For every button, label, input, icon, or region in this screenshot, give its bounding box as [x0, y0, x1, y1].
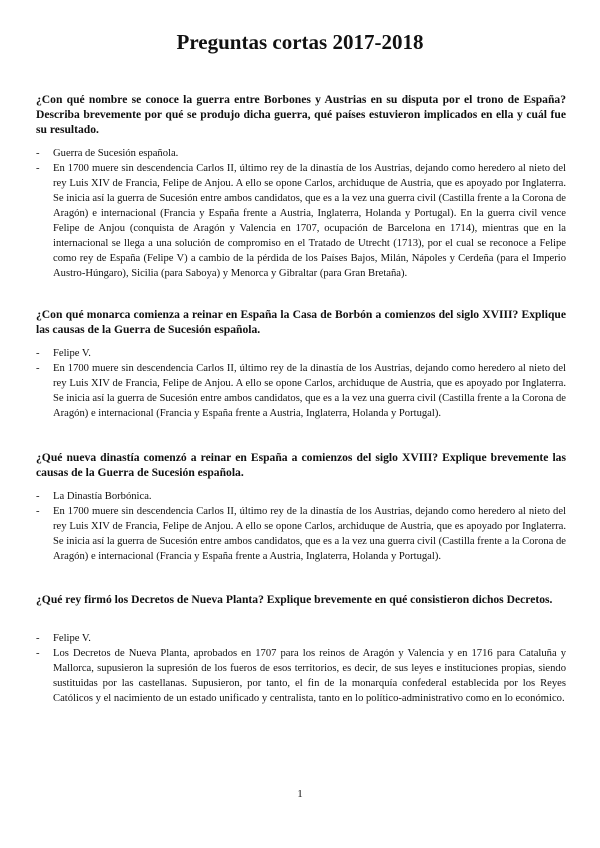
question-3: ¿Qué nueva dinastía comenzó a reinar en España a comienzos del siglo XVIII? Explique brevemente las causas de la Guerra de Sucesión española.: [36, 451, 566, 479]
answer-list-1: [36, 146, 566, 281]
answer-list-3: [36, 489, 566, 564]
answer-item: - Felipe V.: [36, 631, 566, 646]
question-1: ¿Con qué nombre se conoce la guerra entre Borbones y Austrias en su disputa por el trono de España? Describa brevemente por qué se produjo dicha guerra, qué países estuvieron implicados en ella y cuál fue su resultado.: [36, 93, 566, 136]
question-4: ¿Qué rey firmó los Decretos de Nueva Planta? Explique brevemente en qué consistieron dichos Decretos.: [36, 593, 553, 606]
answer-item: - En 1700 muere sin descendencia Carlos II, último rey de la dinastía de los Austrias, dejando como heredero al nieto del rey Luis XIV de Francia, Felipe de Anjou. A ello se opone Carlos, archiduque de Austria, que es apoyado por Inglaterra. Se inicia así la guerra de Sucesión entre ambos candidatos, que es a la vez una guerra civil (Castilla frente a la Corona de Aragón) e internacional (Francia y España frente a Austria, Inglaterra, Holanda y Portugal).: [36, 361, 566, 421]
answer-list-4: [36, 631, 566, 706]
page-title: Preguntas cortas 2017-2018: [176, 30, 424, 54]
answer-list-2: [36, 346, 566, 421]
answer-item: - En 1700 muere sin descendencia Carlos II, último rey de la dinastía de los Austrias, dejando como heredero al nieto del rey Luis XIV de Francia, Felipe de Anjou. A ello se opone Carlos, archiduque de Austria, que es apoyado por Inglaterra. Se inicia así la guerra de Sucesión entre ambos candidatos, que es a la vez una guerra civil (Castilla frente a la Corona de Aragón) e internacional (Francia y España frente a Austria, Inglaterra, Holanda y Portugal). En la guerra civil vence Felipe de Anjou (conquista de Aragón y Valencia en 1707, ocupación de Barcelona en 1714), mientras que en la internacional se llega a una solución de compromiso en el Tratado de Utrecht (1713), por el cual se reconoce a Felipe como rey de España (Felipe V) a cambio de la pérdida de los Países Bajos, Milán, Nápoles y Cerdeña (para el Imperio Austro-Húngaro), Sicilia (para Saboya) y Menorca y Gibraltar (para Gran Bretaña).: [36, 161, 566, 281]
question-2: ¿Con qué monarca comienza a reinar en España la Casa de Borbón a comienzos del siglo XVIII? Explique las causas de la Guerra de Sucesión española.: [36, 308, 566, 336]
answer-item: - En 1700 muere sin descendencia Carlos II, último rey de la dinastía de los Austrias, dejando como heredero al nieto del rey Luis XIV de Francia, Felipe de Anjou. A ello se opone Carlos, archiduque de Austria, que es apoyado por Inglaterra. Se inicia así la guerra de Sucesión entre ambos candidatos, que es a la vez una guerra civil (Castilla frente a la Corona de Aragón) e internacional (Francia y España frente a Austria, Inglaterra, Holanda y Portugal).: [36, 504, 566, 564]
answer-item: - La Dinastía Borbónica.: [36, 489, 566, 504]
answer-item: - Los Decretos de Nueva Planta, aprobados en 1707 para los reinos de Aragón y Valencia y en 1716 para Cataluña y Mallorca, supusieron la supresión de los fueros de esos territorios, es decir, de sus leyes e instituciones propias, siendo sustituidas por las castellanas. Supusieron, por tanto, el fin de la monarquía confederal establecida por los Reyes Católicos y el nacimiento de un estado unificado y centralista, tanto en lo político-administrativo como en lo económico.: [36, 646, 566, 706]
answer-item: - Guerra de Sucesión española.: [36, 146, 566, 161]
page-number: 1: [297, 788, 303, 800]
answer-item: - Felipe V.: [36, 346, 566, 361]
